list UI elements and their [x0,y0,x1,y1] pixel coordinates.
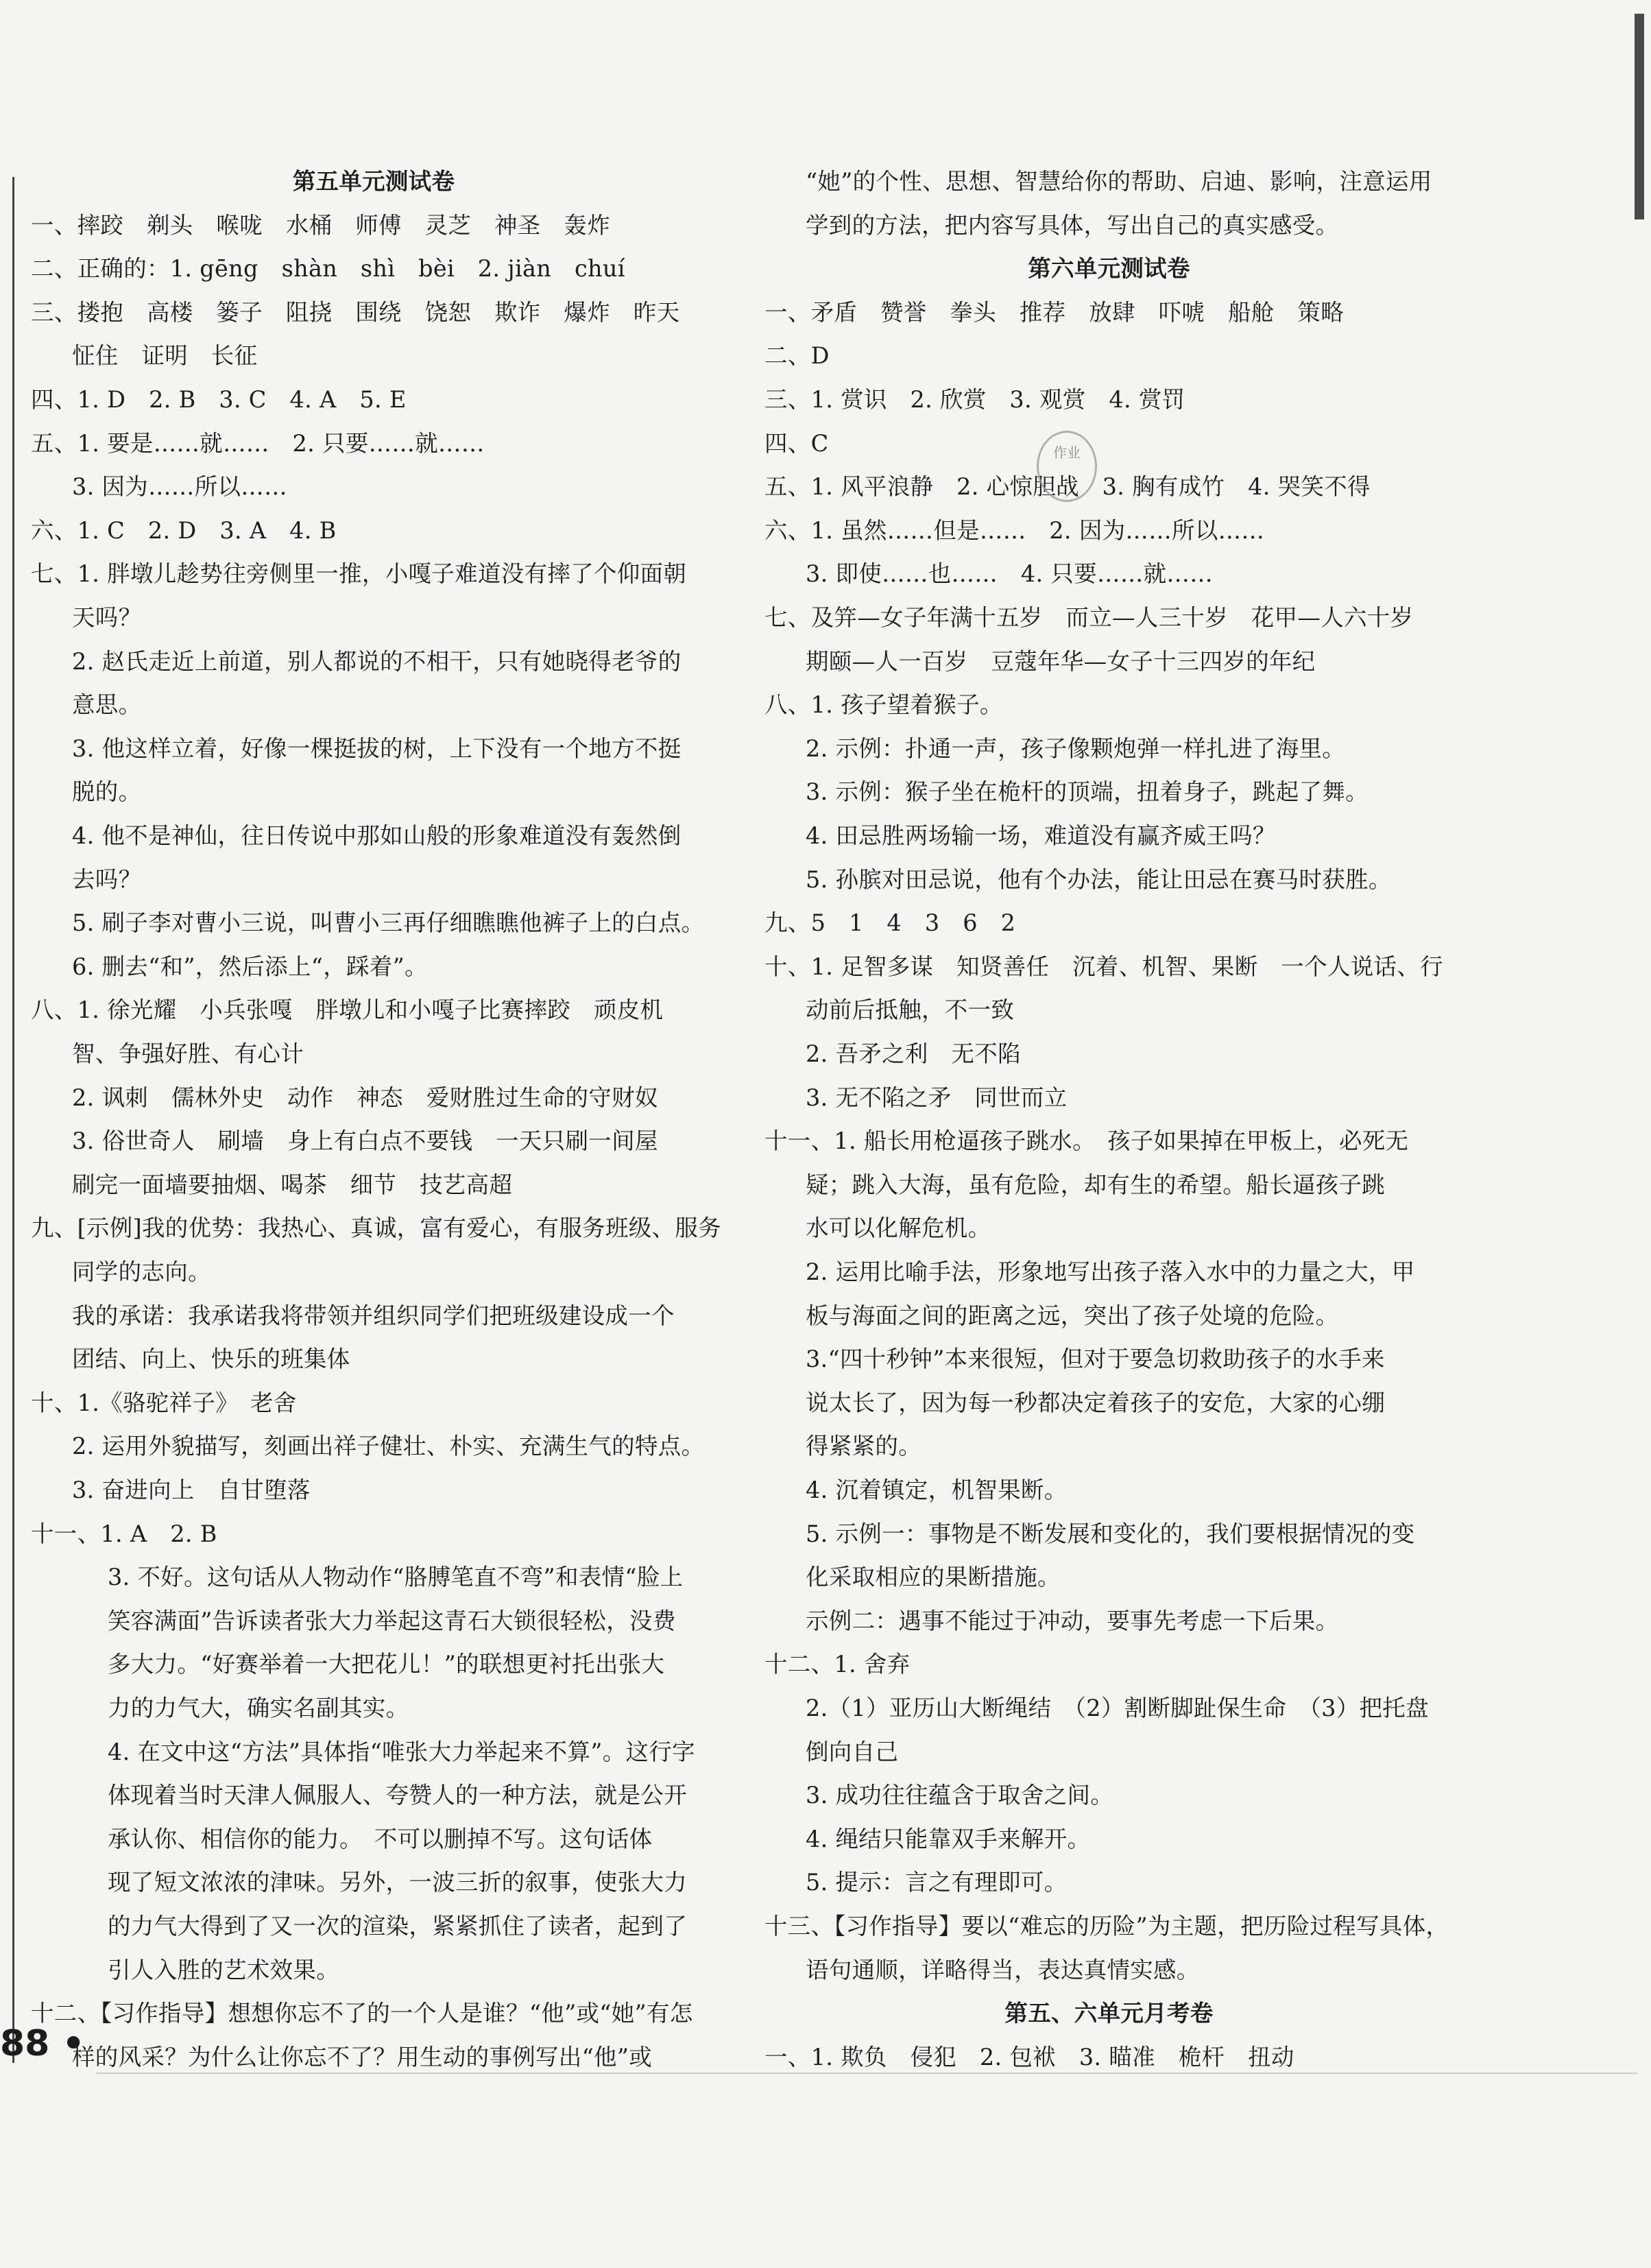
answer-line: 2. 运用比喻手法，形象地写出孩子落入水中的力量之大，甲 [806,1258,1415,1285]
answer-line: 水可以化解危机。 [806,1215,991,1241]
answer-line: 3. 因为……所以…… [72,473,287,500]
answer-line: 十三、【习作指导】要以“难忘的历险”为主题，把历险过程写具体， [764,1913,1449,1939]
answer-line: 七、及笄—女子年满十五岁 而立—人三十岁 花甲—人六十岁 [764,604,1414,631]
answer-line: 2.（1）亚历山大断绳结 （2）割断脚趾保生命 （3）把托盘 [806,1695,1429,1721]
answer-line: 一、摔跤 剃头 喉咙 水桶 师傅 灵芝 神圣 轰炸 [31,212,610,239]
answer-line: 九、5 1 4 3 6 2 [764,909,1016,936]
answer-line: 3.“四十秒钟”本来很短，但对于要急切救助孩子的水手来 [806,1346,1385,1372]
answer-line: 一、矛盾 赞誉 拳头 推荐 放肆 吓唬 船舱 策略 [764,299,1344,326]
answer-line: 2. 示例：扑通一声，孩子像颗炮弹一样扎进了海里。 [806,735,1346,762]
answer-line: 二、正确的：1. gēng shàn shì bèi 2. jiàn chuí [31,255,625,282]
answer-line: 倒向自己 [806,1739,899,1765]
answer-line: 疑；跳入大海，虽有危险，却有生的希望。船长逼孩子跳 [806,1171,1385,1198]
answer-line: 承认你、相信你的能力。 不可以删掉不写。这句话体 [108,1826,653,1852]
answer-line: 一、1. 欺负 侵犯 2. 包袱 3. 瞄准 桅杆 扭动 [764,2044,1294,2070]
answer-line: 五、1. 要是……就…… 2. 只要……就…… [31,430,485,457]
scan-edge-shadow [1635,14,1644,219]
answer-line: 5. 提示：言之有理即可。 [806,1869,1068,1896]
answer-line: “她”的个性、思想、智慧给你的帮助、启迪、影响，注意运用 [806,168,1432,195]
answer-line: 3. 示例：猴子坐在桅杆的顶端，扭着身子，跳起了舞。 [806,778,1369,805]
answer-line: 四、C [764,430,829,457]
answer-line: 智、争强好胜、有心计 [72,1040,304,1067]
answer-line: 4. 他不是神仙，往日传说中那如山般的形象难道没有轰然倒 [72,822,682,849]
answer-line: 笑容满面”告诉读者张大力举起这青石大锁很轻松，没费 [108,1608,676,1634]
answer-line: 同学的志向。 [72,1258,211,1285]
answer-line: 八、1. 徐光耀 小兵张嘎 胖墩儿和小嘎子比赛摔跤 顽皮机 [31,996,664,1023]
answer-line: 动前后抵触，不一致 [806,996,1015,1023]
answer-line: 2. 运用外貌描写，刻画出祥子健壮、朴实、充满生气的特点。 [72,1433,705,1459]
answer-line: 2. 赵氏走近上前道，别人都说的不相干，只有她晓得老爷的 [72,648,682,675]
answer-line: 4. 在文中这“方法”具体指“唯张大力举起来不算”。这行字 [108,1739,695,1765]
section-heading: 第五单元测试卷 [292,168,455,195]
answer-line: 三、1. 赏识 2. 欣赏 3. 观赏 4. 赏罚 [764,386,1185,413]
answer-line: 天吗？ [72,604,142,631]
answer-line: 体现着当时天津人佩服人、夸赞人的一种方法，就是公开 [108,1782,687,1809]
answer-line: 怔住 证明 长征 [72,342,258,369]
answer-line: 十、1.《骆驼祥子》 老舍 [31,1389,297,1416]
answer-line: 5. 刷子李对曹小三说，叫曹小三再仔细瞧瞧他裤子上的白点。 [72,909,705,936]
answer-line: 现了短文浓浓的津味。另外，一波三折的叙事，使张大力 [108,1869,687,1896]
answer-line: 4. 绳结只能靠双手来解开。 [806,1826,1091,1852]
answer-line: 六、1. C 2. D 3. A 4. B [31,517,337,544]
answer-line: 2. 讽刺 儒林外史 动作 神态 爱财胜过生命的守财奴 [72,1084,658,1111]
answer-line: 力的力气大，确实名副其实。 [108,1695,409,1721]
answer-line: 说太长了，因为每一秒都决定着孩子的安危，大家的心绷 [806,1389,1385,1416]
answer-line: 十二、【习作指导】想想你忘不了的一个人是谁？“他”或“她”有怎 [31,2000,693,2027]
answer-line: 团结、向上、快乐的班集体 [72,1346,350,1372]
answer-line: 语句通顺，详略得当，表达真情实感。 [806,1957,1200,1983]
answer-line: 十一、1. A 2. B [31,1520,217,1547]
bottom-rule [96,2073,1637,2074]
answer-line: 三、搂抱 高楼 篓子 阻挠 围绕 饶恕 欺诈 爆炸 昨天 [31,299,680,326]
answer-line: 4. 田忌胜两场输一场，难道没有赢齐威王吗？ [806,822,1276,849]
answer-line: 二、D [764,342,830,369]
answer-line: 5. 孙膑对田忌说，他有个办法，能让田忌在赛马时获胜。 [806,866,1392,893]
answer-line: 3. 他这样立着，好像一棵挺拔的树，上下没有一个地方不挺 [72,735,682,762]
answer-line: 的力气大得到了又一次的渲染，紧紧抓住了读者，起到了 [108,1913,687,1939]
answer-line: 示例二：遇事不能过于冲动，要事先考虑一下后果。 [806,1608,1339,1634]
answer-line: 多大力。“好赛举着一大把花儿！”的联想更衬托出张大 [108,1651,665,1678]
answer-line: 十二、1. 舍弃 [764,1651,911,1678]
answer-line: 3. 奋进向上 自甘堕落 [72,1477,311,1503]
answer-line: 引人入胜的艺术效果。 [108,1957,339,1983]
answer-line: 八、1. 孩子望着猴子。 [764,691,1003,718]
section-heading: 第六单元测试卷 [1028,255,1190,282]
answer-line: 我的承诺：我承诺我将带领并组织同学们把班级建设成一个 [72,1302,675,1329]
page-number: 88 • [0,2023,85,2064]
answer-line: 十、1. 足智多谋 知贤善任 沉着、机智、果断 一个人说话、行 [764,953,1443,980]
answer-line: 化采取相应的果断措施。 [806,1564,1061,1590]
answer-line: 去吗？ [72,866,142,893]
answer-line: 3. 俗世奇人 刷墙 身上有白点不要钱 一天只刷一间屋 [72,1127,658,1154]
answer-line: 5. 示例一：事物是不断发展和变化的，我们要根据情况的变 [806,1520,1415,1547]
answer-line: 学到的方法，把内容写具体，写出自己的真实感受。 [806,212,1339,239]
answer-line: 6. 删去“和”，然后添上“，踩着”。 [72,953,428,980]
answer-line: 4. 沉着镇定，机智果断。 [806,1477,1068,1503]
answer-line: 2. 吾矛之利 无不陷 [806,1040,1021,1067]
answer-line: 脱的。 [72,778,142,805]
homework-stamp [1037,431,1097,502]
answer-line: 3. 无不陷之矛 同世而立 [806,1084,1068,1111]
answer-line: 五、1. 风平浪静 2. 心惊胆战 3. 胸有成竹 4. 哭笑不得 [764,473,1371,500]
section-heading: 第五、六单元月考卷 [1004,2000,1214,2027]
answer-line: 3. 即使……也…… 4. 只要……就…… [806,560,1214,587]
answer-line: 意思。 [72,691,142,718]
answer-line: 得紧紧的。 [806,1433,921,1459]
stamp-label: 作业 [1053,444,1081,461]
answer-line: 3. 成功往往蕴含于取舍之间。 [806,1782,1114,1809]
answer-line: 板与海面之间的距离之远，突出了孩子处境的危险。 [806,1302,1339,1329]
answer-line: 样的风采？为什么让你忘不了？用生动的事例写出“他”或 [72,2044,653,2070]
answer-line: 十一、1. 船长用枪逼孩子跳水。 孩子如果掉在甲板上，必死无 [764,1127,1409,1154]
answer-line: 期颐—人一百岁 豆蔻年华—女子十三四岁的年纪 [806,648,1316,675]
answer-line: 3. 不好。这句话从人物动作“胳膊笔直不弯”和表情“脸上 [108,1564,684,1590]
answer-line: 刷完一面墙要抽烟、喝茶 细节 技艺高超 [72,1171,513,1198]
answer-line: 六、1. 虽然……但是…… 2. 因为……所以…… [764,517,1265,544]
answer-line: 七、1. 胖墩儿趁势往旁侧里一推，小嘎子难道没有摔了个仰面朝 [31,560,687,587]
answer-line: 四、1. D 2. B 3. C 4. A 5. E [31,386,407,413]
answer-line: 九、[示例]我的优势：我热心、真诚，富有爱心，有服务班级、服务 [31,1215,721,1241]
left-margin-rule [12,177,14,2063]
